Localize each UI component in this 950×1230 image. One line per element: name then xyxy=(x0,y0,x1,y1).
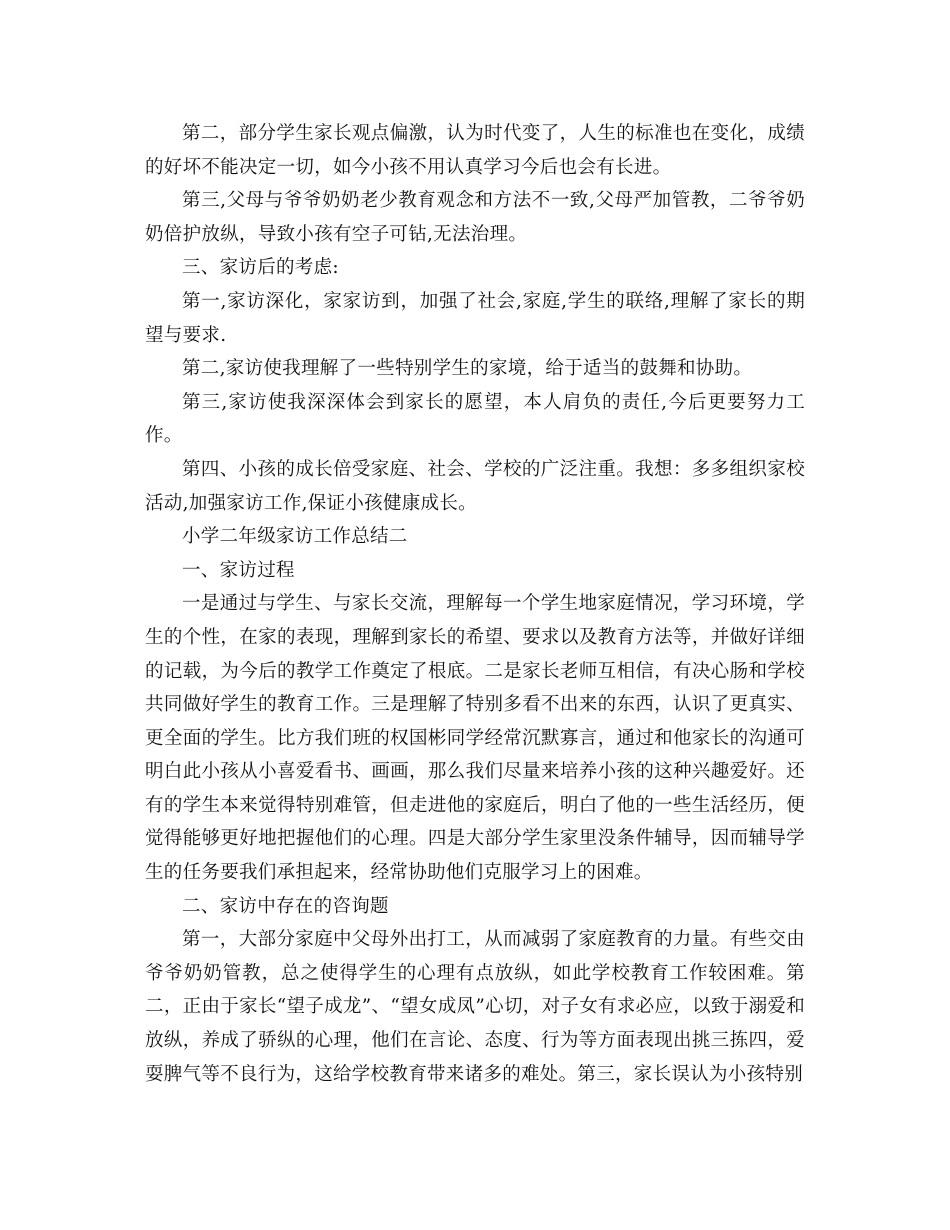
section-heading-process: 一、家访过程 xyxy=(182,559,295,581)
paragraph-third-point: 第三,父母与爷爷奶奶老少教育观念和方法不一致,父母严加管教，二爷爷奶奶倍护放纵，导致小孩有空子可钻,无法治理。 xyxy=(145,190,805,245)
paragraph-reflection-fourth: 第四、小孩的成长倍受家庭、社会、学校的广泛注重。我想：多多组织家校活动,加强家访工作,保证小孩健康成长。 xyxy=(145,458,805,514)
paragraph-reflection-second: 第二,家访使我理解了一些特别学生的家境，给于适当的鼓舞和协助。 xyxy=(182,358,753,380)
section-heading-issues: 二、家访中存在的咨询题 xyxy=(182,895,389,917)
paragraph-second-point: 第二，部分学生家长观点偏激，认为时代变了，人生的标准也在变化，成绩的好坏不能决定一切，如今小孩不用认真学习今后也会有长进。 xyxy=(145,123,805,178)
paragraph-issues: 第一，大部分家庭中父母外出打工，从而减弱了家庭教育的力量。有些交由爷爷奶奶管教，总之使得学生的心理有点放纵，如此学校教育工作较困难。第二，正由于家长“望子成龙”、“望女成凤”心切，对子女有求必应，以致于溺爱和放纵，养成了骄纵的心理，他们在言论、态度、行为等方面表现出挑三拣四，爱耍脾气等不良行为，这给学校教育带来诸多的难处。第三，家长误认为小孩特别 xyxy=(145,929,805,1085)
document-subtitle: 小学二年级家访工作总结二 xyxy=(182,526,408,548)
section-heading-reflection: 三、家访后的考虑: xyxy=(182,257,339,279)
paragraph-process: 一是通过与学生、与家长交流，理解每一个学生地家庭情况，学习环境，学生的个性，在家的表现，理解到家长的希望、要求以及教育方法等，并做好详细的记载，为今后的教学工作奠定了根底。二是家长老师互相信，有决心肠和学校共同做好学生的教育工作。三是理解了特别多看不出来的东西，认识了更真实、更全面的学生。比方我们班的权国彬同学经常沉默寡言，通过和他家长的沟通可明白此小孩从小喜爱看书、画画，那么我们尽量来培养小孩的这种兴趣爱好。还有的学生本来觉得特别难管，但走进他的家庭后，明白了他的一些生活经历，便觉得能够更好地把握他们的心理。四是大部分学生家里没条件辅导，因而辅导学生的任务要我们承担起来，经常协助他们克服学习上的困难。 xyxy=(145,593,805,884)
paragraph-reflection-third: 第三,家访使我深深体会到家长的愿望，本人肩负的责任,今后更要努力工作。 xyxy=(145,391,805,447)
document-body xyxy=(145,117,805,1091)
paragraph-reflection-first: 第一,家访深化，家家访到，加强了社会,家庭,学生的联络,理解了家长的期望与要求. xyxy=(145,290,805,346)
